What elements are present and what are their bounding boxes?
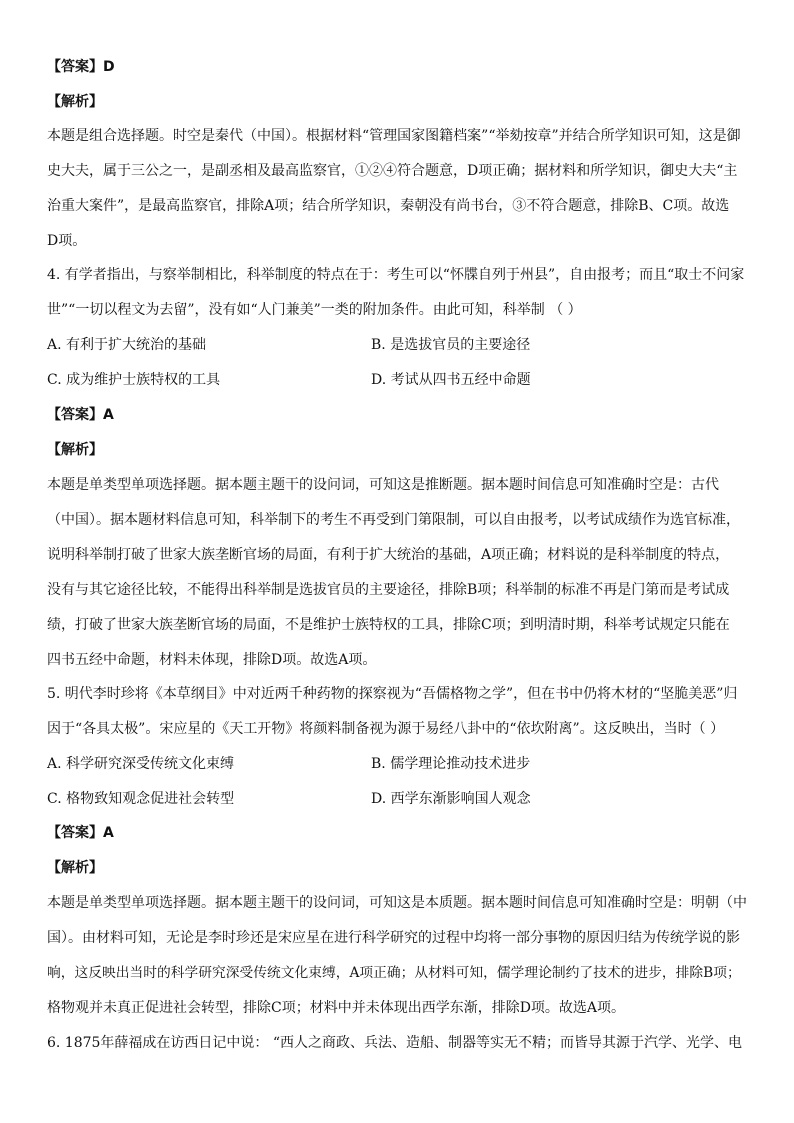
q4-stem-line: 4. 有学者指出，与察举制相比，科举制度的特点在于：考生可以“怀牒自列于州县”，自由报考；而且“取士不问家 — [47, 267, 745, 283]
q5-analysis-line: 响，这反映出当时的科学研究深受传统文化束缚，A项正确；从材料可知，儒学理论制约了技术的进步，排除B项； — [47, 965, 741, 981]
q5-stem-line: 因于“各具太极”。宋应星的《天工开物》将颜料制备视为源于易经八卦中的“依坎附离”。这反映出，当时（ ） — [47, 721, 725, 737]
q4-analysis-label: 【解析】 — [47, 442, 103, 458]
q5-option-a: A. 科学研究深受传统文化束缚 — [47, 756, 235, 772]
q4-option-b: B. 是选拔官员的主要途径 — [371, 337, 531, 353]
q3-answer: 【答案】D — [47, 59, 115, 75]
q5-analysis-label: 【解析】 — [47, 860, 103, 876]
q4-analysis-line: 没有与其它途径比较，不能得出科举制是选拔官员的主要途径，排除B项；科举制的标准不再是门第而是考试成 — [47, 582, 730, 598]
q5-option-b: B. 儒学理论推动技术进步 — [371, 756, 531, 772]
q4-stem-line: 世”“一切以程文为去留”，没有如“人门兼美”一类的附加条件。由此可知，科举制 （ ） — [47, 302, 582, 318]
q4-analysis-line: 说明科举制打破了世家大族垄断官场的局面，有利于扩大统治的基础，A项正确；材料说的是科举制度的特点， — [47, 547, 730, 563]
q4-analysis-line: （中国）。据本题材料信息可知，科举制下的考生不再受到门第限制，可以自由报考，以考试成绩作为选官标准， — [47, 512, 740, 528]
q5-answer: 【答案】A — [47, 825, 114, 841]
q5-option-d: D. 西学东渐影响国人观念 — [371, 791, 531, 807]
q4-option-a: A. 有利于扩大统治的基础 — [47, 337, 207, 353]
q3-analysis-line: 史大夫，属于三公之一，是副丞相及最高监察官，①②④符合题意，D项正确；据材料和所学知识，御史大夫“主 — [47, 163, 738, 179]
q4-analysis-line: 四书五经中命题，材料未体现，排除D项。故选A项。 — [47, 652, 377, 668]
q4-option-c: C. 成为维护士族特权的工具 — [47, 372, 221, 388]
q3-analysis-line: 治重大案件”，是最高监察官，排除A项；结合所学知识，秦朝没有尚书台，③不符合题意，排除B、C项。故选 — [47, 198, 730, 214]
q5-analysis-line: 国）。由材料可知，无论是李时珍还是宋应星在进行科学研究的过程中均将一部分事物的原因归结为传统学说的影 — [47, 930, 740, 946]
q5-analysis-line: 格物观并未真正促进社会转型，排除C项；材料中并未体现出西学东渐，排除D项。故选A项。 — [47, 1000, 626, 1016]
q3-analysis-line: D项。 — [47, 233, 87, 249]
q4-analysis-line: 绩，打破了世家大族垄断官场的局面，不是维护士族特权的工具，排除C项；到明清时期，科举考试规定只能在 — [47, 617, 730, 633]
q5-stem-line: 5. 明代李时珍将《本草纲目》中对近两千种药物的探察视为“吾儒格物之学”，但在书中仍将木材的“坚脆美恶”归 — [47, 686, 738, 702]
q3-analysis-label: 【解析】 — [47, 94, 103, 110]
q3-analysis-line: 本题是组合选择题。时空是秦代（中国）。根据材料“管理国家图籍档案”“举劾按章”并结合所学知识可知，这是御 — [47, 128, 741, 144]
q4-analysis-line: 本题是单类型单项选择题。据本题主题干的设问词，可知这是推断题。据本题时间信息可知准确时空是：古代 — [47, 477, 719, 493]
q5-option-c: C. 格物致知观念促进社会转型 — [47, 791, 235, 807]
q6-stem-line: 6. 1875年薛福成在访西日记中说： “西人之商政、兵法、造船、制器等实无不精；而皆导其源于汽学、光学、电 — [47, 1035, 743, 1051]
q4-answer: 【答案】A — [47, 407, 114, 423]
q4-option-d: D. 考试从四书五经中命题 — [371, 372, 531, 388]
q5-analysis-line: 本题是单类型单项选择题。据本题主题干的设问词，可知这是本质题。据本题时间信息可知准确时空是：明朝（中 — [47, 895, 747, 911]
